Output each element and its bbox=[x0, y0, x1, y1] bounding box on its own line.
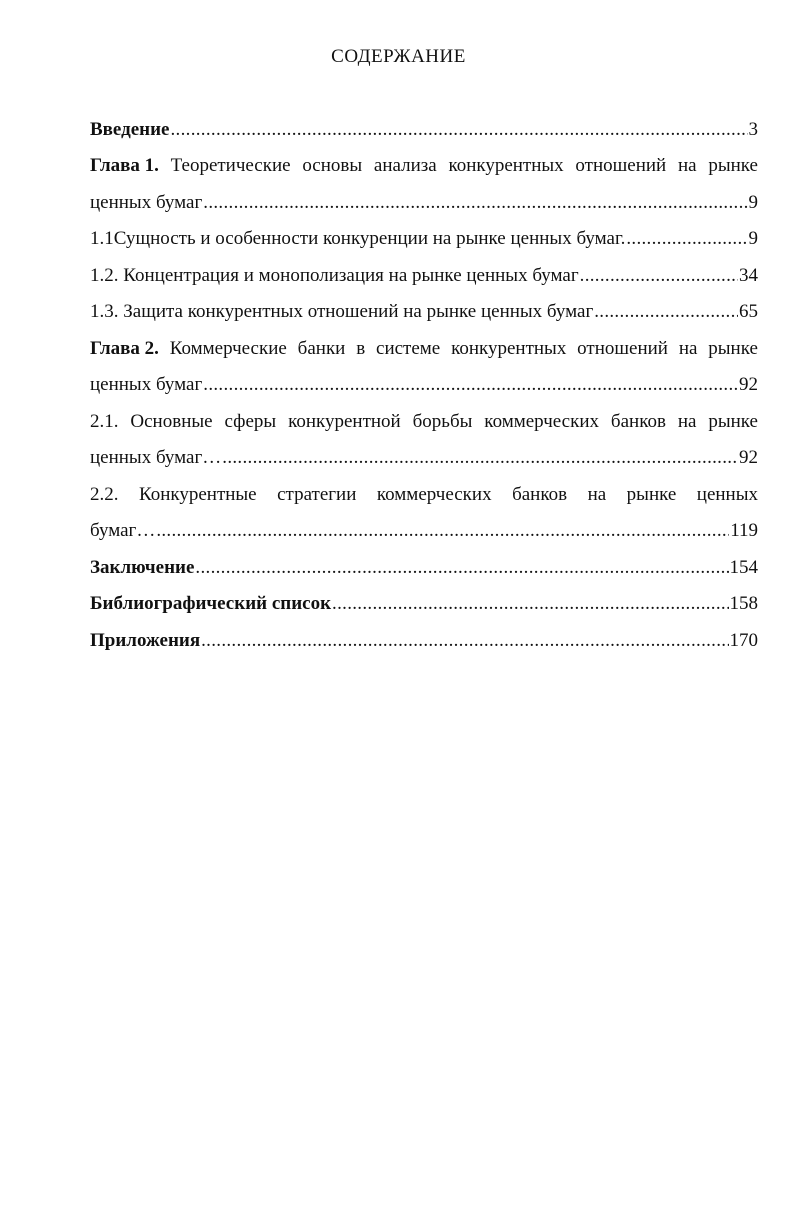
toc-entry-label: Заключение bbox=[90, 556, 195, 578]
title-word: анализа bbox=[373, 155, 437, 176]
toc-entry-section-1-3[interactable] bbox=[90, 291, 758, 328]
title-word: рынке bbox=[708, 155, 758, 176]
toc-page-number: 119 bbox=[730, 520, 758, 541]
title-word: Конкурентные bbox=[138, 483, 257, 505]
toc-page-number: 92 bbox=[739, 447, 758, 468]
title-word: на bbox=[677, 410, 697, 432]
toc-entry-chapter-1-title[interactable] bbox=[90, 145, 758, 182]
chapter-label: Глава 1. bbox=[90, 155, 159, 176]
toc-entry-label: Библиографический список bbox=[90, 593, 332, 614]
toc-entry-section-2-2[interactable] bbox=[90, 510, 758, 547]
toc-entry-section-2-1[interactable] bbox=[90, 437, 758, 474]
toc-entry-chapter-2[interactable] bbox=[90, 364, 758, 401]
title-word: борьбы bbox=[412, 410, 473, 432]
toc-page-number: 3 bbox=[748, 118, 758, 140]
title-word: 2.1. bbox=[90, 410, 119, 432]
toc-entry-section-2-2-title[interactable] bbox=[90, 473, 758, 510]
title-word: банков bbox=[512, 483, 568, 505]
title-word: конкурентных bbox=[448, 155, 564, 176]
toc-page-number: 9 bbox=[748, 228, 758, 249]
title-word: на bbox=[587, 483, 607, 505]
toc-page-number: 65 bbox=[739, 301, 758, 322]
title-word: рынке bbox=[708, 337, 758, 359]
title-word: банков bbox=[610, 410, 666, 432]
title-word: Теоретические bbox=[170, 155, 291, 176]
toc-entry-appendices[interactable] bbox=[90, 619, 758, 656]
chapter-label: Глава 2. bbox=[90, 337, 159, 359]
toc-entry-label: ценных бумаг bbox=[90, 374, 203, 395]
dot-leader bbox=[201, 630, 728, 652]
title-word: конкурентной bbox=[288, 410, 401, 432]
dot-leader bbox=[222, 447, 738, 469]
toc-page-number: 170 bbox=[729, 629, 758, 651]
dot-leader bbox=[156, 520, 729, 542]
toc-entry-label: 1.3. Защита конкурентных отношений на рынке ценных бумаг bbox=[90, 301, 594, 322]
title-word: коммерческих bbox=[376, 483, 492, 505]
toc-entry-label: 1.1Сущность и особенности конкуренции на рынке ценных бумаг. bbox=[90, 228, 626, 249]
title-word: системе bbox=[376, 337, 441, 359]
title-word: Основные bbox=[130, 410, 213, 432]
title-word: отношений bbox=[577, 337, 668, 359]
title-word: основы bbox=[302, 155, 363, 176]
dot-leader bbox=[195, 557, 728, 579]
dot-leader bbox=[171, 119, 748, 141]
toc-entry-bibliography[interactable] bbox=[90, 583, 758, 620]
toc-entry-conclusion[interactable] bbox=[90, 546, 758, 583]
dot-leader bbox=[594, 301, 738, 323]
page-title: СОДЕРЖАНИЕ bbox=[331, 46, 466, 67]
toc-entry-label: Введение bbox=[90, 118, 170, 140]
title-word: конкурентных bbox=[451, 337, 567, 359]
title-word: в bbox=[356, 337, 366, 359]
toc-page-number: 92 bbox=[739, 374, 758, 395]
title-word: на bbox=[678, 337, 698, 359]
toc-entry-section-2-1-title[interactable] bbox=[90, 400, 758, 437]
title-word: стратегии bbox=[277, 483, 357, 505]
toc-entry-label: Приложения bbox=[90, 629, 201, 651]
toc-entry-section-1-2[interactable] bbox=[90, 254, 758, 291]
toc-page-number: 34 bbox=[739, 264, 758, 286]
title-word: ценных bbox=[696, 483, 758, 505]
toc-entry-label: ценных бумаг bbox=[90, 191, 203, 213]
title-word: рынке bbox=[708, 410, 758, 432]
table-of-contents bbox=[90, 108, 758, 656]
title-word: отношений bbox=[575, 155, 667, 176]
toc-page-number: 154 bbox=[729, 556, 758, 578]
toc-page-number: 9 bbox=[748, 191, 758, 213]
title-word: банки bbox=[297, 337, 346, 359]
title-word: сферы bbox=[224, 410, 277, 432]
title-word: 2.2. bbox=[90, 483, 119, 505]
title-word: Коммерческие bbox=[169, 337, 287, 359]
dot-leader bbox=[580, 265, 738, 287]
dot-leader bbox=[203, 374, 738, 396]
toc-entry-chapter-1[interactable] bbox=[90, 181, 758, 218]
toc-entry-section-1-1[interactable] bbox=[90, 218, 758, 255]
toc-entry-label: бумаг… bbox=[90, 520, 156, 541]
dot-leader bbox=[203, 192, 747, 214]
title-word: рынке bbox=[626, 483, 677, 505]
toc-entry-label: ценных бумаг… bbox=[90, 447, 222, 468]
dot-leader bbox=[626, 228, 747, 250]
dot-leader bbox=[332, 593, 728, 615]
toc-entry-introduction[interactable] bbox=[90, 108, 758, 145]
title-word: коммерческих bbox=[484, 410, 600, 432]
toc-entry-label: 1.2. Концентрация и монополизация на рынке ценных бумаг bbox=[90, 264, 579, 286]
toc-entry-chapter-2-title[interactable] bbox=[90, 327, 758, 364]
title-word: на bbox=[677, 155, 697, 176]
toc-page-number: 158 bbox=[729, 593, 758, 614]
